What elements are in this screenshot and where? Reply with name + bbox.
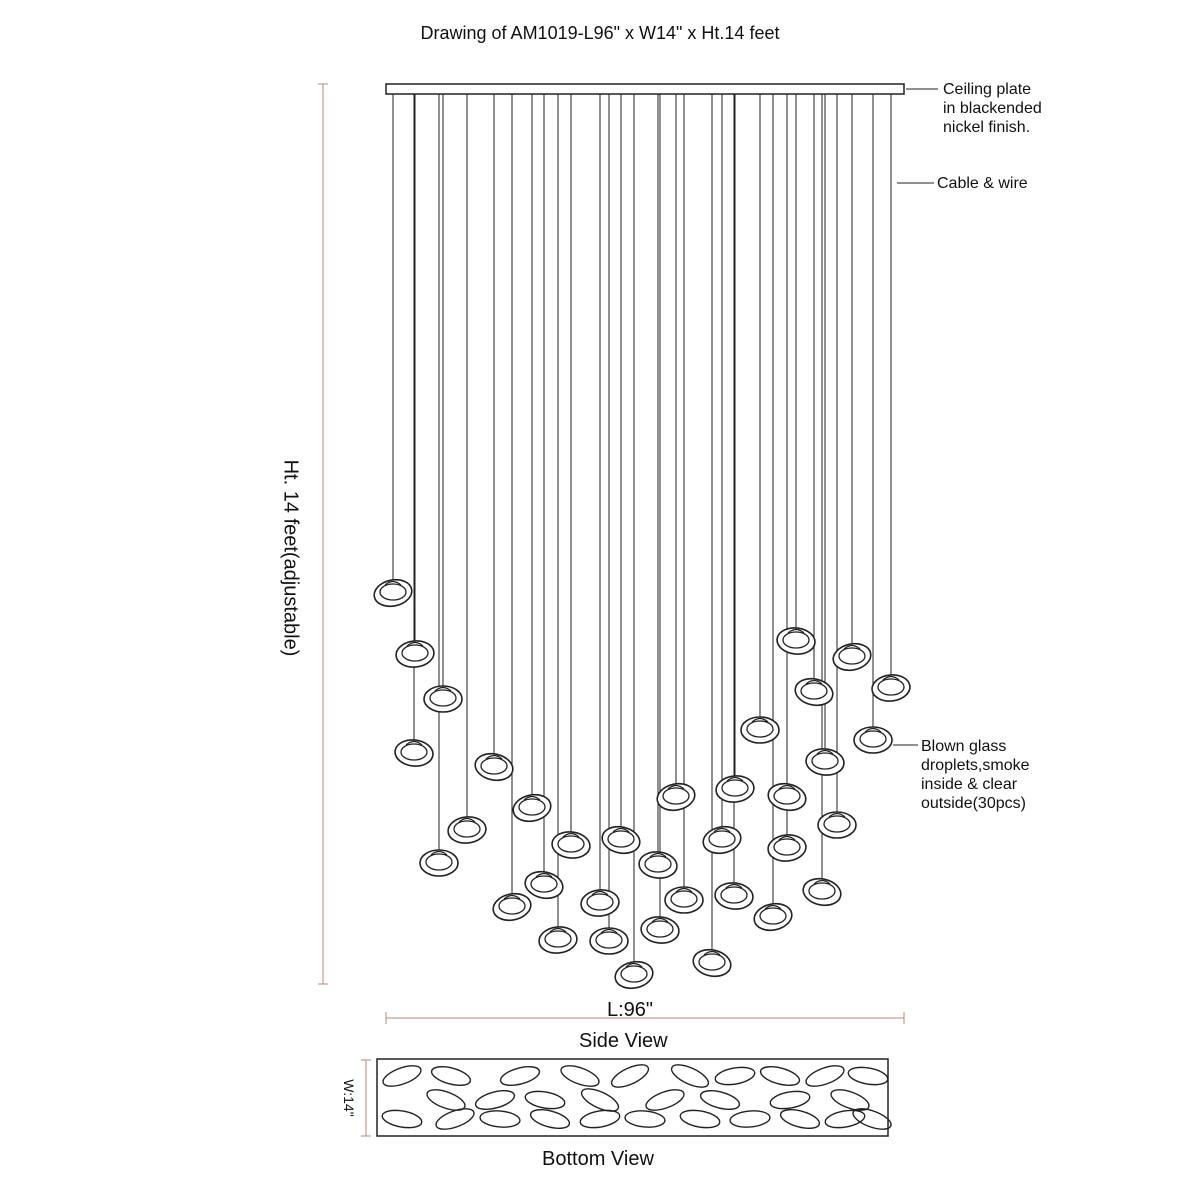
glass-droplet	[613, 958, 656, 991]
width-dimension	[361, 1060, 371, 1136]
glass-droplet	[655, 780, 698, 813]
cable-callout: Cable & wire	[937, 175, 1028, 192]
glass-droplet	[691, 946, 734, 979]
glass-droplet	[741, 717, 779, 743]
glass-droplet	[638, 850, 679, 880]
glass-droplet	[714, 881, 755, 911]
glass-droplet	[590, 928, 628, 954]
glass-droplet	[473, 750, 516, 783]
droplet-callout: Blown glass droplets,smoke inside & clear outside(30pcs)	[921, 738, 1030, 812]
side-view-label: Side View	[579, 1030, 668, 1052]
glass-droplet	[805, 747, 846, 777]
ceiling-plate-callout: Ceiling plate in blackended nickel finish.	[943, 81, 1042, 136]
glass-droplet	[538, 925, 579, 955]
glass-droplet	[752, 900, 795, 933]
glass-droplet	[523, 868, 566, 901]
glass-droplet	[395, 639, 436, 669]
glass-droplet	[776, 626, 817, 656]
glass-droplet	[491, 890, 534, 923]
glass-droplet	[801, 875, 844, 908]
glass-droplet	[701, 823, 744, 856]
glass-droplet	[511, 791, 554, 824]
length-label: L:96"	[607, 999, 654, 1021]
glass-droplet	[424, 686, 462, 712]
glass-droplet	[854, 727, 892, 753]
bottom-view-label: Bottom View	[542, 1148, 654, 1170]
droplets	[372, 576, 912, 991]
height-dimension	[318, 84, 328, 984]
height-label: Ht. 14 feet(adjustable)	[279, 459, 302, 657]
glass-droplet	[600, 823, 643, 856]
width-label: W:14"	[341, 1079, 357, 1117]
glass-droplet	[640, 915, 681, 945]
glass-droplet	[715, 774, 756, 804]
glass-droplet	[372, 576, 415, 609]
glass-droplet	[871, 673, 912, 703]
glass-droplet	[447, 815, 488, 845]
glass-droplet	[580, 888, 621, 918]
glass-droplet	[818, 812, 856, 838]
glass-droplet	[394, 738, 435, 768]
glass-droplet	[766, 780, 809, 813]
glass-droplet	[420, 850, 458, 876]
glass-droplet	[551, 830, 592, 860]
glass-droplet	[793, 675, 836, 708]
glass-droplet	[665, 887, 703, 913]
drawing-title: Drawing of AM1019-L96" x W14" x Ht.14 feet	[420, 23, 780, 43]
ceiling-plate	[386, 84, 904, 94]
